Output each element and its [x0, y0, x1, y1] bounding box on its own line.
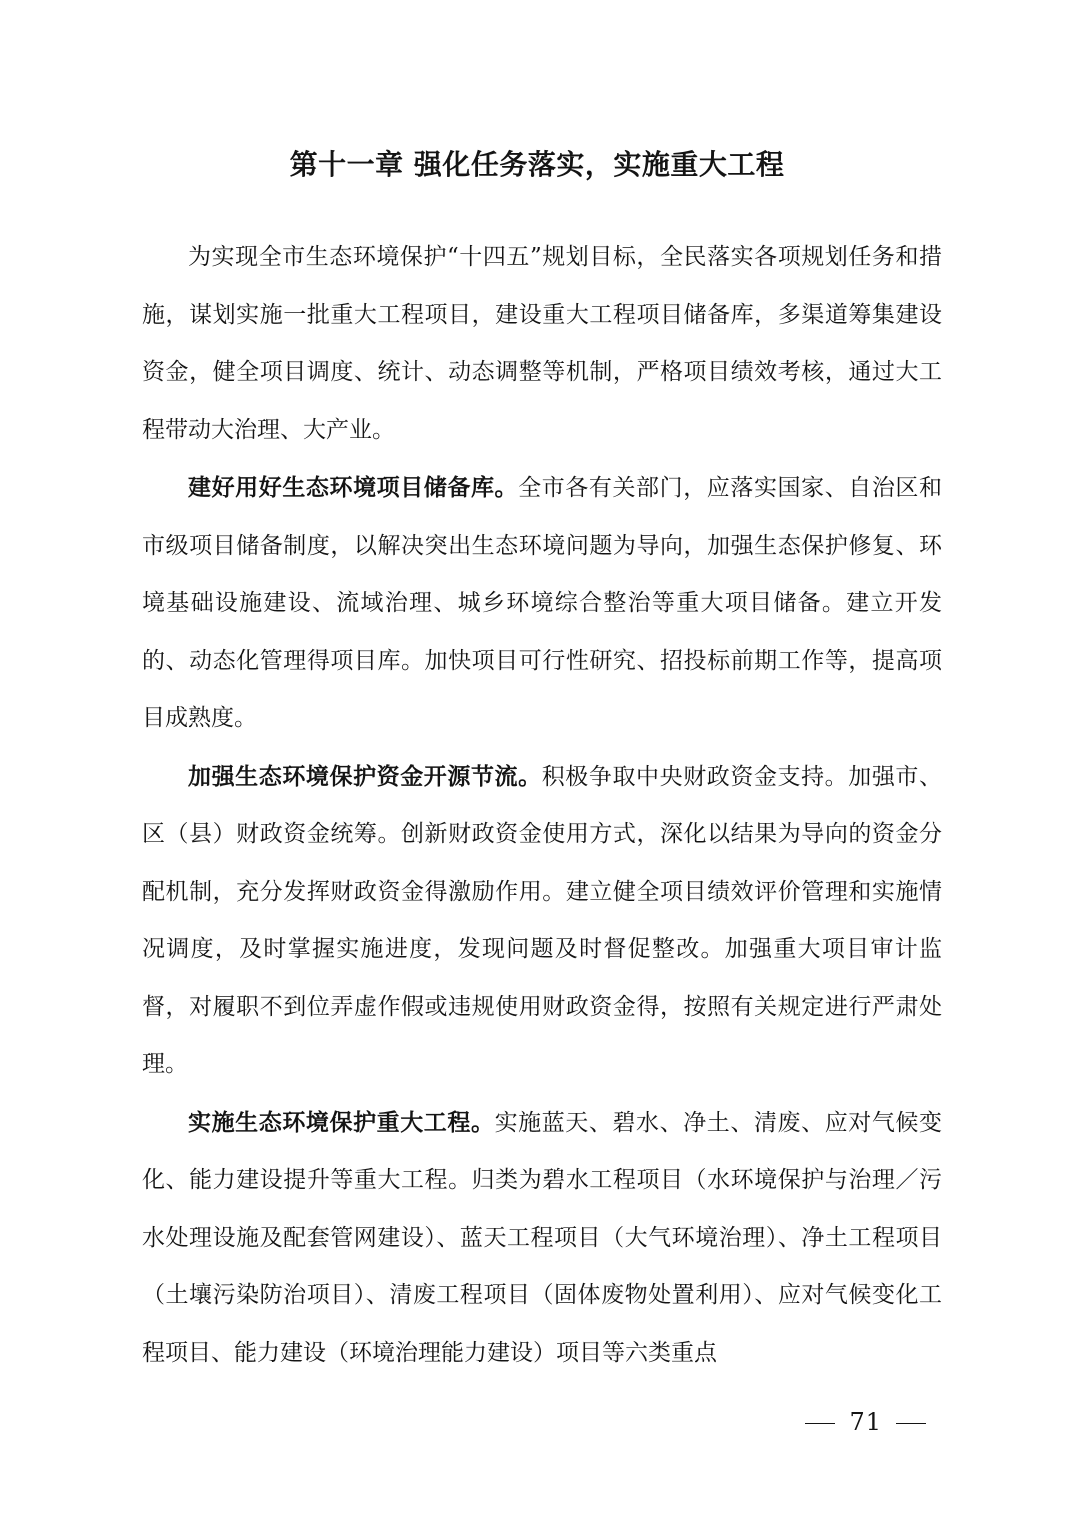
paragraph-lead: 加强生态环境保护资金开源节流。 [188, 762, 542, 790]
paragraph-text: 为实现全市生态环境保护“十四五”规划目标，全民落实各项规划任务和措施，谋划实施一批重大工程项目，建设重大工程项目储备库，多渠道筹集建设资金，健全项目调度、统计、动态调整等机制，严格项目绩效考核，通过大工程带动大治理、大产业。 [142, 244, 942, 443]
paragraph-text: 全市各有关部门，应落实国家、自治区和市级项目储备制度，以解决突出生态环境问题为导向，加强生态保护修复、环境基础设施建设、流域治理、城乡环境综合整治等重大项目储备。建立开发的、动态化管理得项目库。加快项目可行性研究、招投标前期工作等，提高项目成熟度。 [142, 475, 943, 731]
paragraph-text: 实施蓝天、碧水、净土、清废、应对气候变化、能力建设提升等重大工程。归类为碧水工程项目（水环境保护与治理／污水处理设施及配套管网建设）、蓝天工程项目（大气环境治理）、净土工程项目（土壤污染防治项目）、清废工程项目（固体废物处置利用）、应对气候变化工程项目、能力建设（环境治理能力建设）项目等六类重点 [142, 1109, 943, 1366]
paragraph-project-reserve [142, 459, 942, 748]
chapter-title: 第十一章 强化任务落实，实施重大工程 [289, 148, 785, 181]
paragraph-lead: 实施生态环境保护重大工程。 [188, 1108, 495, 1136]
paragraph-lead: 建好用好生态环境项目储备库。 [188, 474, 519, 501]
page-number-value: 71 [849, 1408, 882, 1436]
paragraph-funding [142, 748, 942, 1094]
paragraph-major-projects [142, 1094, 942, 1383]
paragraph-intro [142, 228, 942, 459]
paragraph-text: 积极争取中央财政资金支持。加强市、区（县）财政资金统筹。创新财政资金使用方式，深化以结果为导向的资金分配机制，充分发挥财政资金得激励作用。建立健全项目绩效评价管理和实施情况调度，及时掌握实施进度，发现问题及时督促整改。加强重大项目审计监督，对履职不到位弄虚作假或违规使用财政资金得，按照有关规定进行严肃处理。 [142, 763, 943, 1077]
page-number-dash-right [896, 1423, 926, 1425]
page-number-dash-left [805, 1423, 835, 1425]
body-text [142, 228, 942, 1382]
page-number [791, 1404, 940, 1440]
